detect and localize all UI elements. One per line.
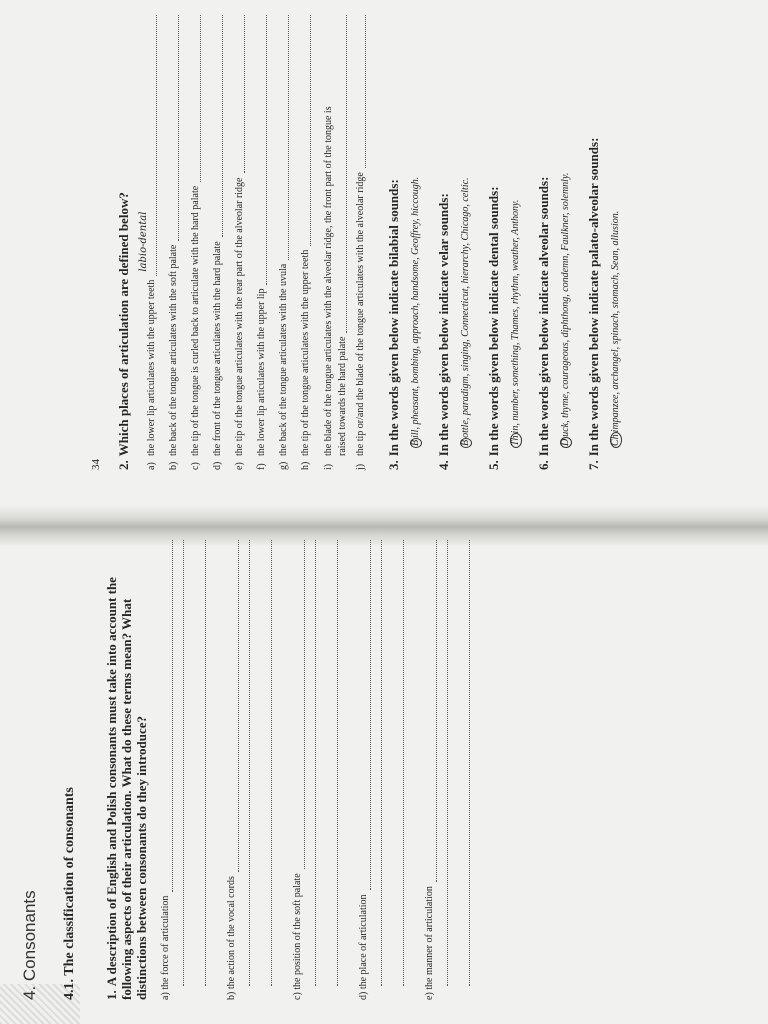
answer-line[interactable] (239, 540, 250, 986)
answer-line[interactable] (266, 15, 267, 285)
answer-line[interactable] (305, 540, 316, 986)
item-vocal-cords (225, 540, 283, 1000)
item-text: the tip of the tongue articulates with the rear part of the alveolar ridge (234, 177, 245, 456)
item-label: a) the force of articulation (160, 895, 171, 1000)
question-number: 7. (586, 460, 601, 470)
circled-letter[interactable]: D (560, 438, 571, 446)
definition-row (295, 15, 317, 470)
question-6 (536, 15, 552, 470)
definition-row (251, 15, 273, 470)
item-place (357, 540, 415, 1000)
answer-line[interactable] (360, 540, 371, 890)
words-text: ottle, paradigm, singing, Connecticut, hierarchy, Chicago, celtic. (460, 177, 471, 438)
word-list (460, 15, 472, 448)
word-list (410, 15, 422, 448)
words-text: impanzee, archangel, spinach, stomach, Sean, allusion. (610, 210, 621, 433)
question-2 (116, 15, 131, 470)
item-key: e) (234, 462, 245, 470)
item-manner (423, 540, 481, 1000)
circled-letter[interactable]: Ch (610, 434, 621, 446)
word-list (560, 15, 572, 448)
words-text: uck, thyme, courageous, diphthong, condemn, Faulkner, solemnly. (560, 172, 571, 437)
answer-line[interactable] (162, 540, 173, 892)
question-7 (586, 15, 602, 470)
answer-line[interactable] (244, 15, 245, 173)
question-1 (104, 540, 149, 1000)
item-text-continued: raised towards the hard palate (337, 336, 348, 456)
item-label: c) the position of the soft palate (292, 873, 303, 1000)
answer-line[interactable] (222, 15, 223, 237)
item-label: b) the action of the vocal cords (226, 876, 237, 1000)
circled-letter[interactable]: B (460, 439, 471, 446)
answer-line[interactable] (138, 15, 157, 276)
answer-line[interactable] (459, 540, 470, 986)
question-text: In the words given below indicate palato-alveolar sounds: (586, 137, 601, 457)
item-key: i) (323, 463, 334, 470)
item-text: the back of the tongue articulates with the soft palate (168, 244, 179, 456)
answer-line[interactable] (393, 540, 404, 986)
item-label: d) the place of articulation (358, 894, 369, 1000)
answer-line[interactable] (437, 540, 448, 986)
question-text: Which places of articulation are defined below? (116, 192, 131, 457)
item-force (159, 540, 217, 1000)
answer-line[interactable] (371, 540, 382, 986)
answer-line[interactable] (173, 540, 184, 986)
handwritten-answer: labio-dental (138, 211, 149, 272)
item-key: h) (300, 461, 311, 470)
definition-row (229, 15, 251, 470)
item-text: the blade of the tongue articulates with the alveolar ridge, the front part of the tongue is (323, 106, 334, 456)
answer-line[interactable] (365, 15, 366, 168)
answer-line[interactable] (200, 15, 201, 182)
question-number: 1. (104, 990, 119, 1000)
definition-row (350, 15, 372, 470)
item-key: j) (355, 463, 366, 470)
answer-line[interactable] (336, 15, 347, 333)
answer-line[interactable] (261, 540, 272, 986)
item-key: g) (278, 461, 289, 470)
answer-line[interactable] (426, 540, 437, 882)
question-text: In the words given below indicate velar sounds: (436, 193, 451, 457)
question-number: 2. (116, 460, 131, 470)
item-key: c) (190, 462, 201, 470)
question-number: 3. (386, 460, 401, 470)
answer-line[interactable] (288, 15, 289, 260)
definition-row (273, 15, 295, 470)
item-key: a) (146, 462, 157, 470)
question-number: 6. (536, 460, 551, 470)
definition-row (185, 15, 207, 470)
item-text: the tip of the tongue articulates with the upper teeth (300, 249, 311, 456)
page-number: 34 (90, 459, 102, 470)
question-5 (486, 15, 502, 470)
item-text: the tip or/and the blade of the tongue articulates with the alveolar ridge (355, 172, 366, 456)
question-text: In the words given below indicate bilabial sounds: (386, 179, 401, 457)
definition-row (207, 15, 229, 470)
words-text: ill, pheasant, bombing, approach, handsome, Geoffrey, hiccough. (410, 176, 421, 438)
right-page (90, 15, 730, 470)
question-text: A description of English and Polish consonants must take into account the following aspects of their articulation. What do these terms mean? What distinctions between consonants do they introduce? (104, 577, 149, 1000)
answer-line[interactable] (178, 15, 179, 241)
question-number: 5. (486, 460, 501, 470)
definition-row (138, 15, 163, 470)
words-text: in, number, something, Thames, rhythm, weather, Anthony. (510, 199, 521, 434)
section-title: 4.1. The classification of consonants (62, 787, 77, 1000)
item-key: f) (256, 463, 267, 470)
question-3 (386, 15, 402, 470)
chapter-title: 4. Consonants (20, 890, 39, 1000)
circled-letter[interactable]: Th (510, 435, 521, 446)
answer-line[interactable] (294, 540, 305, 869)
item-soft-palate (291, 540, 349, 1000)
answer-line[interactable] (327, 540, 338, 986)
item-text: the lower lip articulates with the upper teeth (146, 279, 157, 456)
item-text: the tip of the tongue is curled back to articulate with the hard palate (190, 185, 201, 456)
definition-row (163, 15, 185, 470)
word-list (510, 15, 522, 448)
item-label: e) the manner of articulation (424, 886, 435, 1000)
answer-line[interactable] (310, 15, 311, 246)
left-page (20, 540, 660, 1000)
item-text: the lower lip articulates with the upper lip (256, 288, 267, 456)
question-4 (436, 15, 452, 470)
question-text: In the words given below indicate alveolar sounds: (536, 176, 551, 457)
item-text: the back of the tongue articulates with the uvula (278, 263, 289, 456)
definition-row (317, 15, 350, 470)
circled-letter[interactable]: B (410, 439, 421, 446)
word-list (610, 15, 622, 448)
item-key: b) (168, 461, 179, 470)
answer-line[interactable] (195, 540, 206, 986)
item-key: d) (212, 461, 223, 470)
question-text: In the words given below indicate dental sounds: (486, 186, 501, 457)
item-text: the front of the tongue articulates with the hard palate (212, 241, 223, 456)
answer-line[interactable] (228, 540, 239, 872)
question-number: 4. (436, 460, 451, 470)
